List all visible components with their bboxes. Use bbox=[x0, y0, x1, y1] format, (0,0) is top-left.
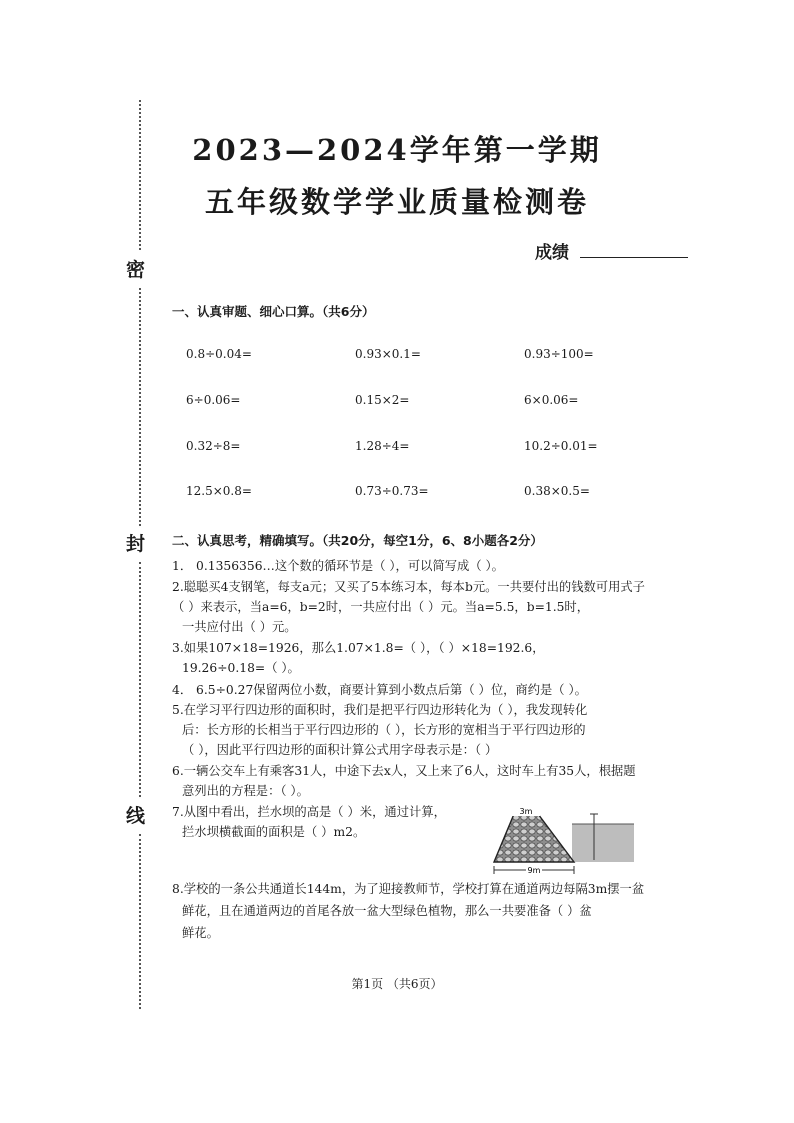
exam-title-line1: 2023—2024学年第一学期 bbox=[192, 133, 602, 167]
question-line: 鲜花，且在通道两边的首尾各放一盆大型绿色植物，那么一共要准备（ ）盆 bbox=[182, 904, 592, 918]
question-line: 6.一辆公交车上有乘客31人，中途下去x人，又上来了6人，这时车上有35人，根据题 bbox=[172, 764, 636, 778]
section2-heading: 二、认真思考，精确填写。（共20分，每空1分，6、8小题各2分） bbox=[172, 533, 543, 548]
calc-item: 6÷0.06= bbox=[186, 393, 241, 407]
question-line: 拦水坝横截面的面积是（ ）m2。 bbox=[182, 825, 366, 839]
question-line: 19.26÷0.18=（ ）。 bbox=[182, 661, 300, 675]
dam-trapezoid bbox=[494, 814, 574, 862]
binding-line-top bbox=[139, 100, 141, 250]
calc-item: 0.32÷8= bbox=[186, 439, 241, 453]
calc-item: 12.5×0.8= bbox=[186, 484, 252, 498]
binding-line-middle bbox=[139, 288, 141, 526]
question-line: 后：长方形的长相当于平行四边形的（ ），长方形的宽相当于平行四边形的 bbox=[182, 723, 586, 737]
seal-mark-mi: 密 bbox=[126, 259, 146, 281]
calc-item: 0.8÷0.04= bbox=[186, 347, 252, 361]
calc-item: 10.2÷0.01= bbox=[524, 439, 598, 453]
binding-line-lower bbox=[139, 562, 141, 797]
question-line: （ ），因此平行四边形的面积计算公式用字母表示是：（ ） bbox=[182, 743, 498, 757]
seal-mark-xian: 线 bbox=[126, 805, 146, 827]
section1-heading: 一、认真审题、细心口算。（共6分） bbox=[172, 304, 375, 319]
page-footer: 第1页 （共6页） bbox=[351, 977, 443, 991]
question-line: 8.学校的一条公共通道长144m，为了迎接教师节，学校打算在通道两边每隔3m摆一盆 bbox=[172, 882, 645, 896]
calc-item: 0.73÷0.73= bbox=[355, 484, 429, 498]
question-line: 一共应付出（ ）元。 bbox=[182, 620, 297, 634]
dam-bottom-label: 9m bbox=[527, 866, 541, 875]
calc-item: 0.38×0.5= bbox=[524, 484, 590, 498]
question-6 bbox=[172, 761, 636, 801]
question-line: 3.如果107×18=1926，那么1.07×1.8=（ ），（ ）×18=192.6， bbox=[172, 641, 545, 655]
dam-cross-section-figure bbox=[488, 800, 636, 878]
question-line: （ ）来表示，当a=6，b=2时，一共应付出（ ）元。当a=5.5，b=1.5时， bbox=[172, 600, 590, 614]
score-blank[interactable] bbox=[580, 257, 688, 258]
question-line: 5.在学习平行四边形的面积时，我们是把平行四边形转化为（ ），我发现转化 bbox=[172, 703, 588, 717]
exam-title-line2: 五年级数学学业质量检测卷 bbox=[204, 185, 589, 219]
question-line: 意列出的方程是：（ ）。 bbox=[182, 784, 309, 798]
question-line: 鲜花。 bbox=[182, 926, 219, 940]
seal-mark-feng: 封 bbox=[126, 533, 146, 555]
question-5 bbox=[172, 700, 587, 760]
question-line: 7.从图中看出，拦水坝的高是（ ）米，通过计算， bbox=[172, 805, 446, 819]
question-2 bbox=[172, 577, 645, 637]
calc-item: 1.28÷4= bbox=[355, 439, 410, 453]
dam-top-label: 3m bbox=[519, 807, 533, 816]
question-8 bbox=[172, 878, 644, 944]
calc-item: 0.15×2= bbox=[355, 393, 410, 407]
question-7 bbox=[172, 802, 446, 842]
question-line: 2.聪聪买4支钢笔，每支a元；又买了5本练习本，每本b元。一共要付出的钱数可用式子 bbox=[172, 580, 645, 594]
question-1: 1． 0.1356356…这个数的循环节是（ ），可以简写成（ ）。 bbox=[172, 559, 504, 573]
calc-item: 0.93÷100= bbox=[524, 347, 594, 361]
calc-item: 6×0.06= bbox=[524, 393, 579, 407]
calc-item: 0.93×0.1= bbox=[355, 347, 421, 361]
question-4: 4． 6.5÷0.27保留两位小数，商要计算到小数点后第（ ）位，商约是（ ）。 bbox=[172, 683, 587, 697]
question-3 bbox=[172, 638, 545, 678]
water-area bbox=[572, 824, 634, 862]
score-label: 成绩 bbox=[535, 243, 569, 263]
